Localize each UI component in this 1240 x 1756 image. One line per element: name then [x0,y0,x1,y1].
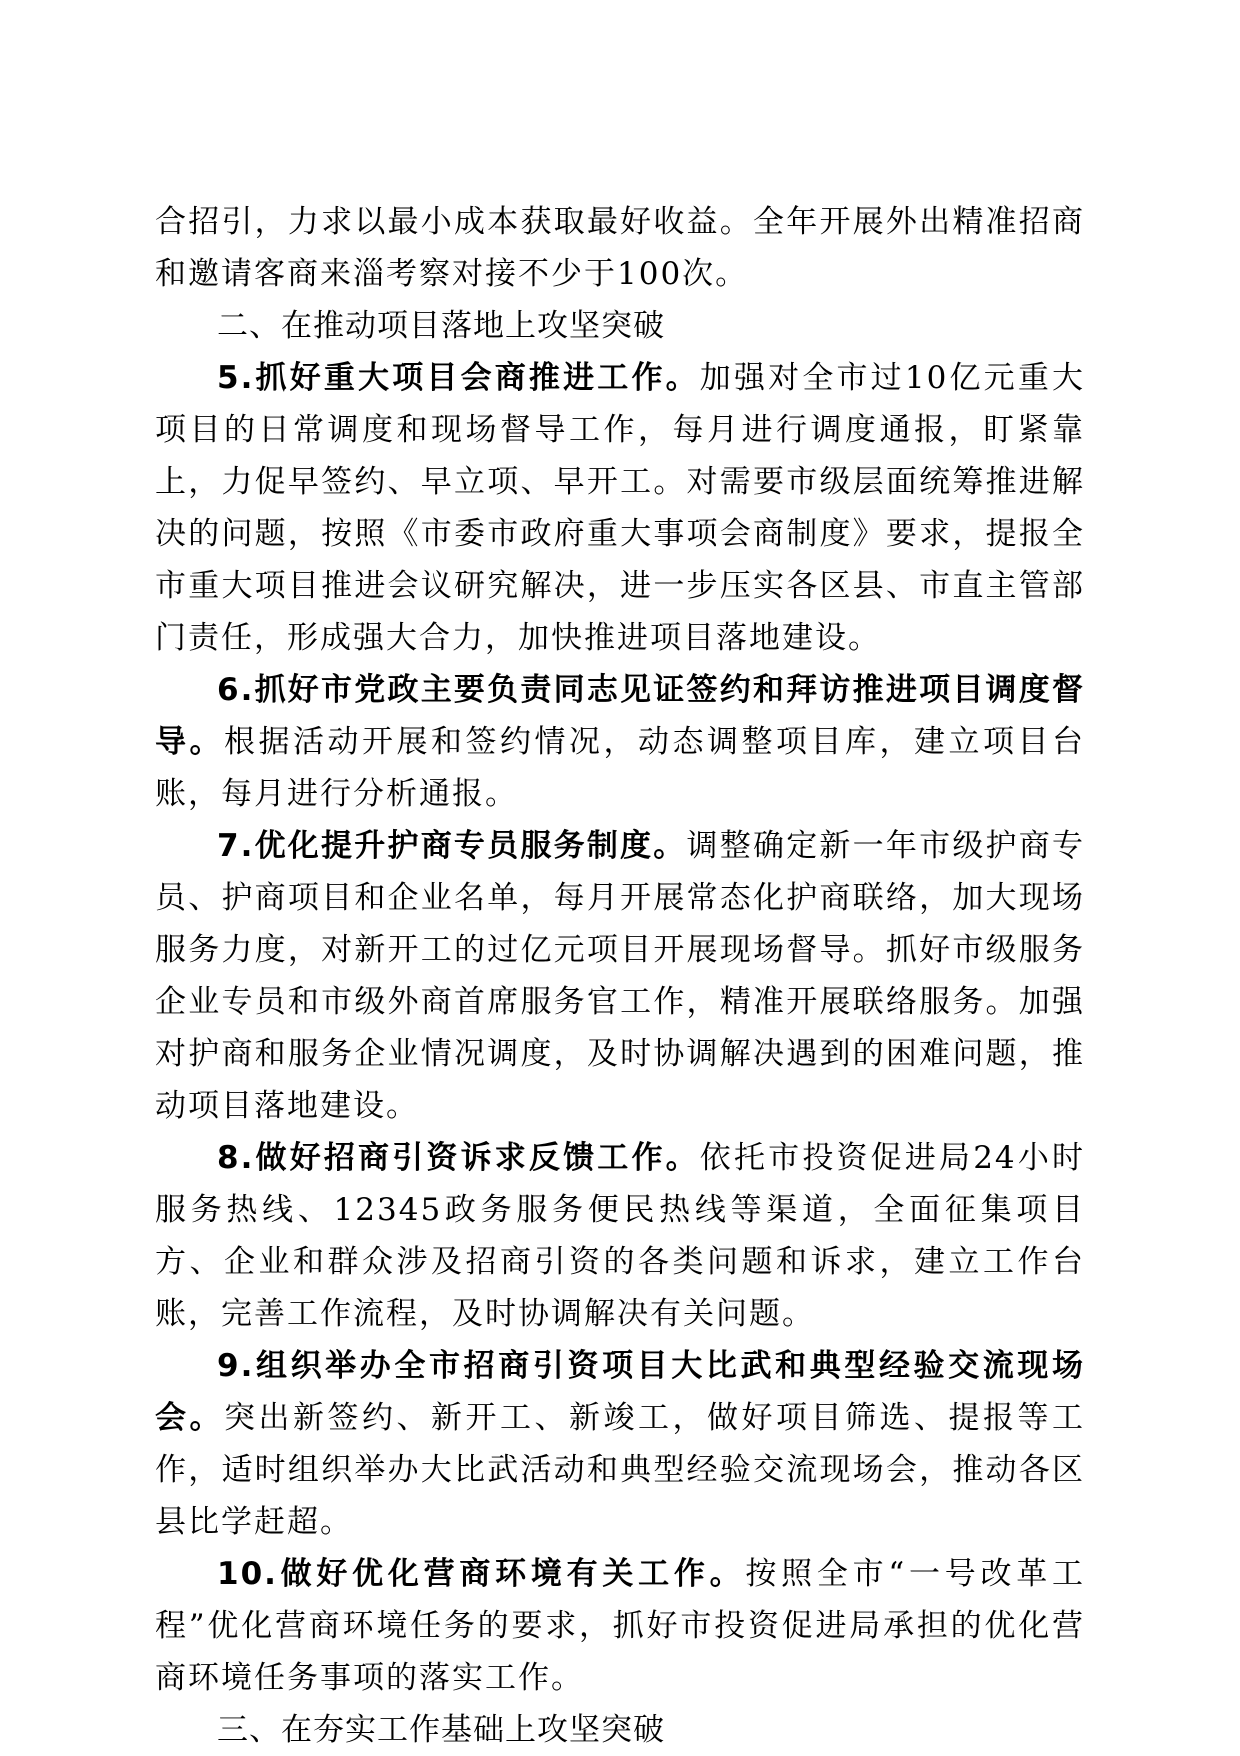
item-title-6: 6.抓好市党政主要负责同志见证签约和拜访推进项目调度督导。 [155,672,1085,760]
document-page [155,196,1085,1756]
item-paragraph-10 [155,1548,1085,1704]
item-title-8: 8.做好招商引资诉求反馈工作。 [217,1140,700,1176]
item-paragraph-5 [155,352,1085,664]
item-body-10: 按照全市“一号改革工程”优化营商环境任务的要求，抓好市投资促进局承担的优化营商环境任务事项的落实工作。 [155,1556,1085,1696]
item-body-7: 调整确定新一年市级护商专员、护商项目和企业名单，每月开展常态化护商联络，加大现场服务力度，对新开工的过亿元项目开展现场督导。抓好市级服务企业专员和市级外商首席服务官工作，精准开展联络服务。加强对护商和服务企业情况调度，及时协调解决遇到的困难问题，推动项目落地建设。 [155,828,1085,1124]
item-paragraph-8 [155,1132,1085,1340]
section-heading-2: 二、在推动项目落地上攻坚突破 [217,308,665,344]
item-paragraph-9 [155,1340,1085,1548]
continuation-paragraph: 合招引，力求以最小成本获取最好收益。全年开展外出精准招商和邀请客商来淄考察对接不少于100次。 [155,204,1085,292]
item-title-10: 10.做好优化营商环境有关工作。 [217,1556,746,1592]
item-title-9: 9.组织举办全市招商引资项目大比武和典型经验交流现场会。 [155,1348,1085,1436]
item-body-5: 加强对全市过10亿元重大项目的日常调度和现场督导工作，每月进行调度通报，盯紧靠上，力促早签约、早立项、早开工。对需要市级层面统筹推进解决的问题，按照《市委市政府重大事项会商制度》要求，提报全市重大项目推进会议研究解决，进一步压实各区县、市直主管部门责任，形成强大合力，加快推进项目落地建设。 [155,360,1085,656]
item-title-7: 7.优化提升护商专员服务制度。 [217,828,687,864]
section-heading-3: 三、在夯实工作基础上攻坚突破 [217,1712,665,1748]
item-body-6: 根据活动开展和签约情况，动态调整项目库，建立项目台账，每月进行分析通报。 [155,724,1085,812]
item-body-8: 依托市投资促进局24小时服务热线、12345政务服务便民热线等渠道，全面征集项目方、企业和群众涉及招商引资的各类问题和诉求，建立工作台账，完善工作流程，及时协调解决有关问题。 [155,1140,1085,1332]
item-paragraph-6 [155,664,1085,820]
item-body-9: 突出新签约、新开工、新竣工，做好项目筛选、提报等工作，适时组织举办大比武活动和典型经验交流现场会，推动各区县比学赶超。 [155,1400,1085,1540]
item-title-5: 5.抓好重大项目会商推进工作。 [217,360,700,396]
item-paragraph-7 [155,820,1085,1132]
